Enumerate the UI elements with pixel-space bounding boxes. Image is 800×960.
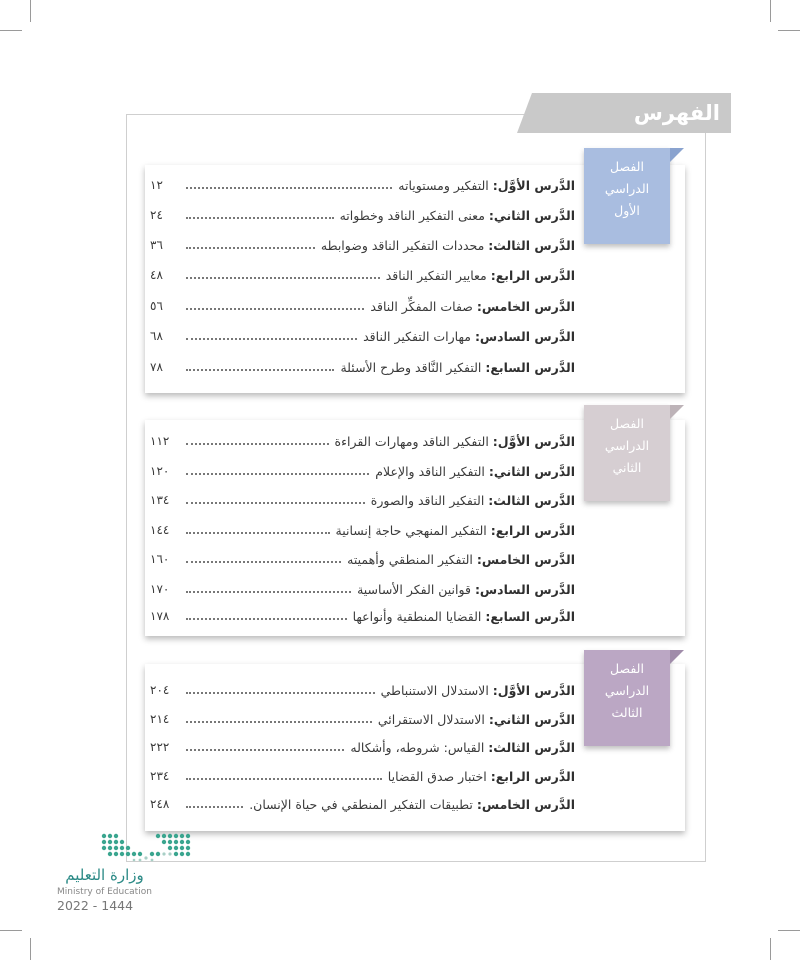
toc-row (150, 792, 575, 816)
toc-row (150, 678, 575, 702)
toc-row (150, 459, 575, 483)
lesson-label: الدَّرس الثالث: (488, 739, 575, 755)
lesson-title: معايير التفكير الناقد (385, 267, 487, 283)
semester-fold (670, 405, 684, 419)
leader-dots (186, 308, 364, 310)
toc-row (150, 604, 575, 628)
lesson-label: الدَّرس السادس: (474, 328, 575, 344)
crop-mark (30, 0, 31, 22)
lesson-title: التفكير الناقد والإعلام (375, 463, 485, 479)
toc-row (150, 488, 575, 512)
lesson-page: ١٧٠ (150, 582, 170, 596)
lesson-page: ١٧٨ (150, 609, 170, 623)
lesson-label: الدَّرس الرابع: (490, 522, 575, 538)
lesson-page: ٧٨ (150, 360, 163, 374)
semester-label-line: الثالث (611, 705, 643, 720)
leader-dots (186, 187, 392, 189)
lesson-label: الدَّرس الأوَّل: (492, 177, 575, 193)
leader-dots (186, 217, 334, 219)
lesson-title: التفكير المنطقي وأهميته (347, 551, 473, 567)
leader-dots (186, 443, 329, 445)
toc-row (150, 764, 575, 788)
lesson-label: الدَّرس السابع: (485, 359, 575, 375)
lesson-page: ٢٤٨ (150, 797, 170, 811)
lesson-page: ١٦٠ (150, 552, 170, 566)
lesson-title: القياس: شروطه، وأشكاله (350, 739, 485, 755)
crop-mark (778, 930, 800, 931)
lesson-title: صفات المفكِّر الناقد (370, 298, 473, 314)
toc-row (150, 263, 575, 287)
lesson-title: محددات التفكير الناقد وضوابطه (320, 237, 485, 253)
leader-dots (186, 369, 334, 371)
page-title: الفهرس (633, 101, 720, 125)
lesson-title: التفكير ومستوياته (398, 177, 489, 193)
crop-mark (30, 938, 31, 960)
leader-dots (186, 721, 372, 723)
lesson-page: ١٢٠ (150, 464, 170, 478)
semester-label-line: الدراسي (604, 683, 650, 698)
crop-mark (0, 930, 22, 931)
lesson-page: ٢٠٤ (150, 683, 170, 697)
semester-label-3 (584, 650, 670, 746)
leader-dots (186, 247, 315, 249)
toc-row (150, 203, 575, 227)
toc-row (150, 324, 575, 348)
edition-year: 2022 - 1444 (57, 898, 134, 913)
lesson-page: ١٣٤ (150, 493, 170, 507)
toc-row (150, 707, 575, 731)
lesson-label: الدَّرس الثاني: (488, 711, 575, 727)
lesson-page: ٦٨ (150, 329, 163, 343)
lesson-page: ٢١٤ (150, 712, 170, 726)
toc-row (150, 173, 575, 197)
lesson-page: ١٤٤ (150, 523, 170, 537)
leader-dots (186, 473, 369, 475)
lesson-label: الدَّرس الثالث: (488, 237, 575, 253)
leader-dots (186, 532, 330, 534)
semester-label-line: الفصل (610, 661, 644, 676)
leader-dots (186, 806, 243, 808)
lesson-title: قوانين الفكر الأساسية (357, 581, 471, 597)
lesson-page: ٢٤ (150, 208, 163, 222)
lesson-label: الدَّرس الرابع: (490, 768, 575, 784)
leader-dots (186, 749, 344, 751)
lesson-title: التفكير المنهجي حاجة إنسانية (335, 522, 487, 538)
semester-label-line: الأول (614, 203, 640, 218)
lesson-label: الدَّرس الخامس: (476, 796, 575, 812)
lesson-page: ٣٦ (150, 238, 163, 252)
lesson-page: ١١٢ (150, 434, 170, 448)
crop-mark (0, 30, 22, 31)
semester-label-line: الفصل (610, 416, 644, 431)
semester-fold (670, 650, 684, 664)
lesson-title: معنى التفكير الناقد وخطواته (339, 207, 485, 223)
toc-row (150, 735, 575, 759)
toc-row (150, 547, 575, 571)
lesson-label: الدَّرس السابع: (485, 608, 575, 624)
toc-row (150, 294, 575, 318)
ministry-logo-icon (100, 830, 192, 862)
semester-label-1 (584, 148, 670, 244)
lesson-title: التفكير الناقد ومهارات القراءة (334, 433, 489, 449)
semester-label-line: الدراسي (604, 181, 650, 196)
lesson-label: الدَّرس الثاني: (488, 463, 575, 479)
toc-row (150, 233, 575, 257)
toc-row (150, 355, 575, 379)
leader-dots (186, 591, 351, 593)
lesson-title: القضايا المنطقية وأنواعها (352, 608, 482, 624)
lesson-page: ١٢ (150, 178, 163, 192)
leader-dots (186, 692, 375, 694)
lesson-page: ٢٣٤ (150, 769, 170, 783)
crop-mark (770, 938, 771, 960)
crop-mark (778, 30, 800, 31)
lesson-label: الدَّرس الأوَّل: (492, 682, 575, 698)
lesson-title: تطبيقات التفكير المنطقي في حياة الإنسان. (249, 796, 473, 812)
lesson-page: ٤٨ (150, 268, 163, 282)
semester-label-line: الثاني (612, 460, 642, 475)
leader-dots (186, 618, 347, 620)
lesson-title: التفكير الناقد والصورة (370, 492, 485, 508)
lesson-label: الدَّرس السادس: (474, 581, 575, 597)
leader-dots (186, 502, 365, 504)
crop-mark (770, 0, 771, 22)
leader-dots (186, 277, 380, 279)
semester-fold (670, 148, 684, 162)
lesson-label: الدَّرس الثالث: (488, 492, 575, 508)
lesson-label: الدَّرس الأوَّل: (492, 433, 575, 449)
lesson-title: الاستدلال الاستقرائي (377, 711, 485, 727)
toc-row (150, 429, 575, 453)
ministry-name-arabic: وزارة التعليم (65, 866, 144, 884)
semester-label-line: الفصل (610, 159, 644, 174)
leader-dots (186, 561, 341, 563)
lesson-page: ٢٢٢ (150, 740, 170, 754)
semester-label-line: الدراسي (604, 438, 650, 453)
lesson-page: ٥٦ (150, 299, 163, 313)
lesson-label: الدَّرس الرابع: (490, 267, 575, 283)
leader-dots (186, 778, 382, 780)
lesson-title: مهارات التفكير الناقد (363, 328, 471, 344)
ministry-name-english: Ministry of Education (57, 887, 152, 897)
lesson-title: اختبار صدق القضايا (387, 768, 487, 784)
semester-label-2 (584, 405, 670, 501)
lesson-label: الدَّرس الخامس: (476, 551, 575, 567)
lesson-label: الدَّرس الثاني: (488, 207, 575, 223)
toc-row (150, 577, 575, 601)
toc-row (150, 518, 575, 542)
lesson-title: التفكير النَّاقد وطرح الأسئلة (340, 359, 482, 375)
leader-dots (186, 338, 357, 340)
lesson-title: الاستدلال الاستنباطي (380, 682, 489, 698)
lesson-label: الدَّرس الخامس: (476, 298, 575, 314)
